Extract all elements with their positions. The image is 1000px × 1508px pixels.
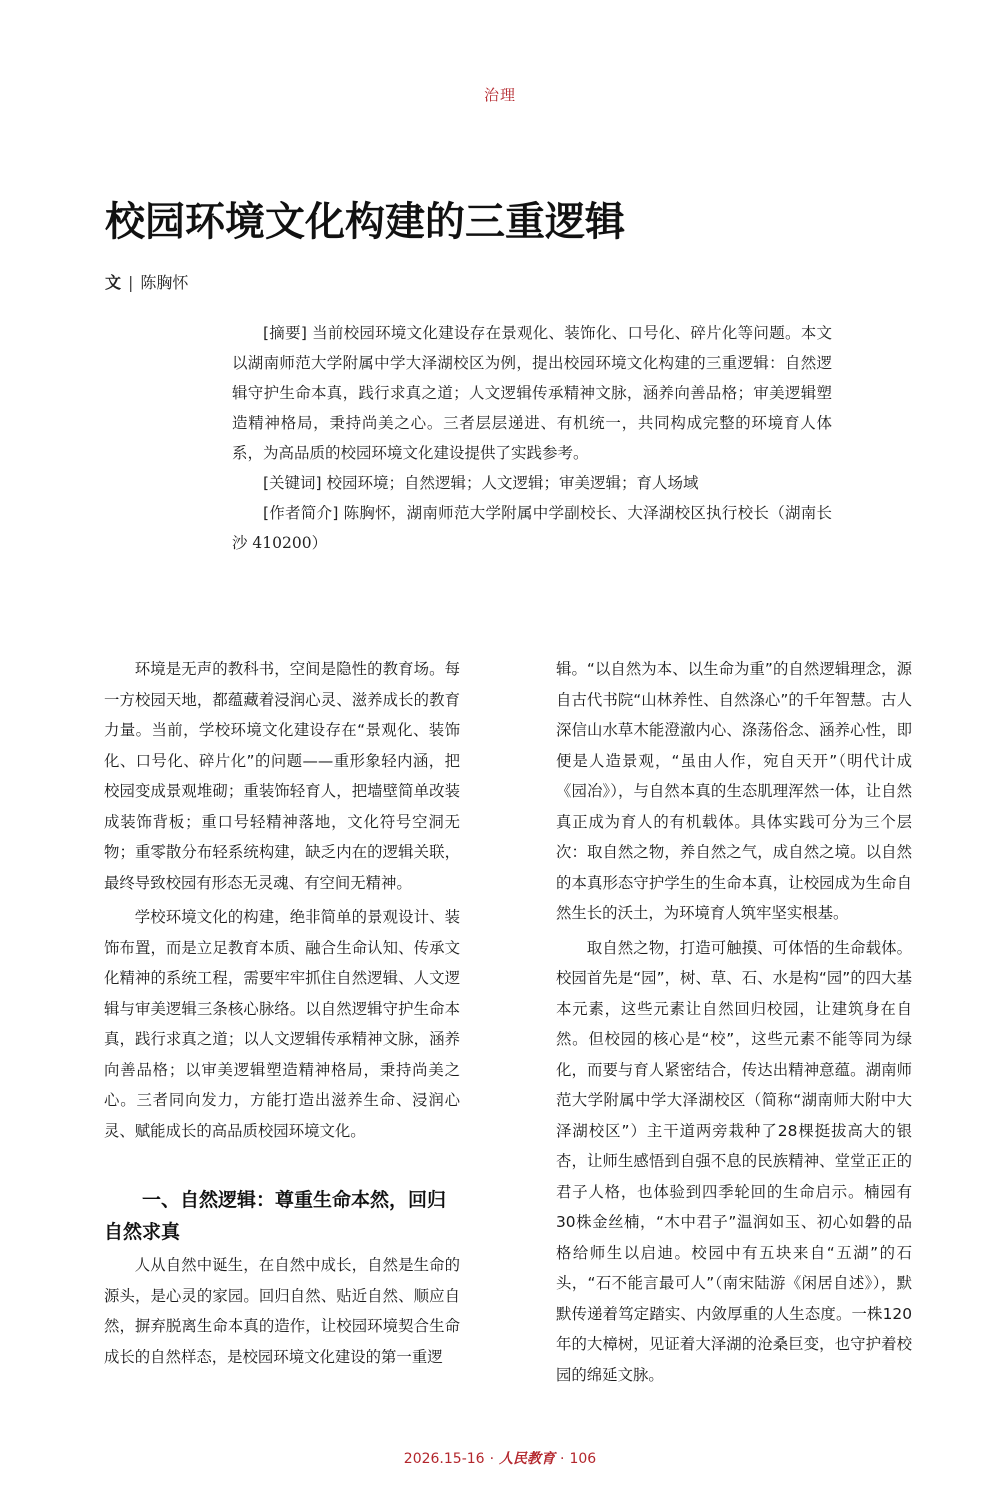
abstract-summary [232, 318, 832, 468]
section-label: 治理 [483, 86, 516, 104]
keywords-text: 校园环境；自然逻辑；人文逻辑；审美逻辑；育人场域 [326, 474, 699, 492]
summary-text: 当前校园环境文化建设存在景观化、装饰化、口号化、碎片化等问题。本文以湖南师范大学附属中学大泽湖校区为例，提出校园环境文化构建的三重逻辑：自然逻辑守护生命本真，践行求真之道；人文逻辑传承精神文脉，涵养向善品格；审美逻辑塑造精神格局，秉持尚美之心。三者层层递进、有机统一，共同构成完整的环境育人体系，为高品质的校园环境文化建设提供了实践参考。 [232, 324, 832, 462]
body-paragraph: 学校环境文化的构建，绝非简单的景观设计、装饰布置，而是立足教育本质、融合生命认知、传承文化精神的系统工程，需要牢牢抓住自然逻辑、人文逻辑与审美逻辑三条核心脉络。以自然逻辑守护生命本真，践行求真之道；以人文逻辑传承精神文脉，涵养向善品格；以审美逻辑塑造精神格局，秉持尚美之心。三者同向发力，方能打造出滋养生命、浸润心灵、赋能成长的高品质校园环境文化。 [104, 908, 460, 1140]
abstract-keywords [232, 468, 832, 498]
byline-label: 文 [105, 273, 122, 292]
magazine-name: 人民教育 [499, 1451, 556, 1467]
section-heading: 一、自然逻辑：尊重生命本然，回归自然求真 [104, 1189, 447, 1243]
body-paragraph: 环境是无声的教科书，空间是隐性的教育场。每一方校园天地，都蕴藏着浸润心灵、滋养成长的教育力量。当前，学校环境文化建设存在“景观化、装饰化、口号化、碎片化”的问题——重形象轻内涵，把校园变成景观堆砌；重装饰轻育人，把墙壁简单改装成装饰背板；重口号轻精神落地，文化符号空洞无物；重零散分布轻系统构建，缺乏内在的逻辑关联，最终导致校园有形态无灵魂、有空间无精神。 [104, 660, 460, 892]
body-column-left [104, 654, 460, 1376]
body-paragraph: 辑。“以自然为本、以生命为重”的自然逻辑理念，源自古代书院“山林养性、自然涤心”的千年智慧。古人深信山水草木能澄澈内心、涤荡俗念、涵养心性，即便是人造景观，“虽由人作，宛自天开”（明代计成《园冶》），与自然本真的生态肌理浑然一体，让自然真正成为育人的有机载体。具体实践可分为三个层次：取自然之物，养自然之气，成自然之境。以自然的本真形态守护学生的生命本真，让校园成为生命自然生长的沃土，为环境育人筑牢坚实根基。 [556, 660, 912, 922]
keywords-label: [关键词] [263, 474, 322, 492]
summary-label: [摘要] [263, 324, 307, 342]
page-footer: 2026.15-16 · 人民教育 · 106 [403, 1451, 597, 1467]
author-bio-label: [作者简介] [263, 504, 339, 522]
abstract-block [232, 318, 832, 558]
article-title: 校园环境文化构建的三重逻辑 [105, 199, 625, 245]
issue-number: 2026.15-16 [403, 1451, 485, 1467]
body-paragraph: 人从自然中诞生，在自然中成长，自然是生命的源头，是心灵的家园。回归自然、贴近自然、顺应自然，摒弃脱离生命本真的造作，让校园环境契合生命成长的自然样态，是校园环境文化建设的第一重逻 [104, 1256, 460, 1366]
page-number: 106 [569, 1451, 597, 1467]
byline-separator: | [128, 273, 134, 292]
abstract-author-bio [232, 498, 832, 558]
body-paragraph: 取自然之物，打造可触摸、可体悟的生命载体。校园首先是“园”，树、草、石、水是构“园”的四大基本元素，这些元素让自然回归校园，让建筑身在自然。但校园的核心是“校”，这些元素不能等同为绿化，而要与育人紧密结合，传达出精神意蕴。湖南师范大学附属中学大泽湖校区（简称“湖南师大附中大泽湖校区”）主干道两旁栽种了28棵挺拔高大的银杏，让师生感悟到自强不息的民族精神、堂堂正正的君子人格，也体验到四季轮回的生命启示。楠园有30株金丝楠，“木中君子”温润如玉、初心如磐的品格给师生以启迪。校园中有五块来自“五湖”的石头，“石不能言最可人”（南宋陆游《闲居自述》），默默传递着笃定踏实、内敛厚重的人生态度。一株120年的大樟树，见证着大泽湖的沧桑巨变，也守护着校园的绵延文脉。 [556, 938, 912, 1384]
body-column-right [556, 654, 912, 1394]
author-name: 陈胸怀 [140, 273, 189, 292]
byline [105, 270, 188, 293]
author-bio-text: 陈胸怀，湖南师范大学附属中学副校长、大泽湖校区执行校长（湖南长沙 410200） [232, 504, 832, 552]
